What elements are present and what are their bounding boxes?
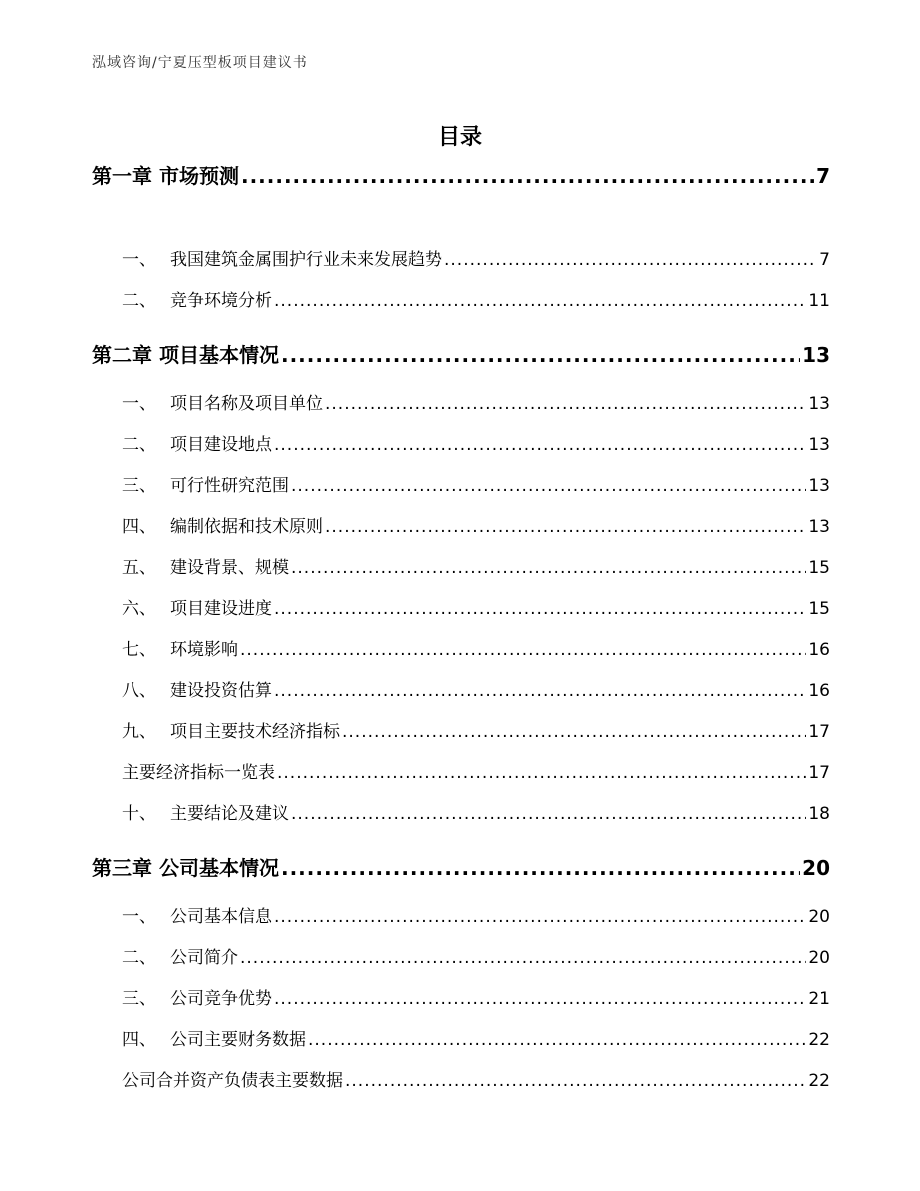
dot-leader: [240, 948, 806, 968]
dot-leader: [274, 989, 806, 1009]
toc-entry-number: 二、: [122, 291, 156, 311]
toc-entry-line: [92, 635, 830, 660]
dot-leader: [274, 599, 806, 619]
toc-entry-label: 主要经济指标一览表: [122, 763, 275, 783]
toc-entry-number: 二、: [122, 435, 156, 455]
toc-entry-number: 九、: [122, 722, 156, 742]
toc-entry-line: [92, 984, 830, 1009]
toc-entry-line: [92, 902, 830, 927]
toc-entry-label: 公司竞争优势: [170, 989, 272, 1009]
dot-leader: [291, 558, 806, 578]
dot-leader: [444, 250, 817, 270]
toc-entry-line: [92, 594, 830, 619]
toc-entry-line: [92, 1025, 830, 1050]
toc-entry-page: 22: [808, 1030, 830, 1050]
toc-entry[interactable]: [92, 504, 830, 545]
toc-entry[interactable]: [92, 1058, 830, 1099]
toc-entry-line: [92, 430, 830, 455]
toc-entry-label: 项目名称及项目单位: [170, 394, 323, 414]
toc-entry-line: [92, 286, 830, 311]
toc-entry[interactable]: [92, 586, 830, 627]
toc-entry-line: [92, 245, 830, 270]
toc-entry-label: 竞争环境分析: [170, 291, 272, 311]
toc-entry-line: [92, 676, 830, 701]
toc-entry[interactable]: [92, 627, 830, 668]
toc-entry-number: 五、: [122, 558, 156, 578]
toc-entry[interactable]: [92, 894, 830, 935]
toc-entry-number: 十、: [122, 804, 156, 824]
toc-entry-label: 项目主要技术经济指标: [170, 722, 340, 742]
toc-entry-page: 7: [816, 164, 830, 188]
toc-chapter-entry[interactable]: [92, 319, 830, 381]
toc-entry[interactable]: [92, 709, 830, 750]
toc-entry-label: 公司简介: [170, 948, 238, 968]
toc-entry-number: 四、: [122, 517, 156, 537]
toc-title: 目录: [437, 125, 482, 150]
dot-leader: [291, 476, 806, 496]
toc-entry-label: 建设背景、规模: [170, 558, 289, 578]
toc-entry-label: 编制依据和技术原则: [170, 517, 323, 537]
toc-entry-number: 四、: [122, 1030, 156, 1050]
toc-entry[interactable]: [92, 976, 830, 1017]
toc-entry-line: [92, 799, 830, 824]
toc-entry-line: [92, 852, 830, 881]
toc-entry-page: 17: [808, 763, 830, 783]
toc-entry-label: 公司主要财务数据: [170, 1030, 306, 1050]
toc-entry-number: 三、: [122, 989, 156, 1009]
toc-entry-number: 一、: [122, 394, 156, 414]
dot-leader: [281, 343, 800, 367]
toc-entry-number: 一、: [122, 907, 156, 927]
toc-entry-page: 11: [808, 291, 830, 311]
dot-leader: [241, 164, 814, 188]
toc-entry-page: 16: [808, 640, 830, 660]
toc-entry-page: 16: [808, 681, 830, 701]
toc-entry-page: 13: [802, 343, 830, 367]
toc-entry-line: [92, 758, 830, 783]
running-header: 泓域咨询/宁夏压型板项目建议书: [92, 55, 308, 71]
toc-entry-line: [92, 553, 830, 578]
toc-entry-page: 13: [808, 476, 830, 496]
toc-entry-label: 公司合并资产负债表主要数据: [122, 1071, 343, 1091]
toc-entry-line: [92, 943, 830, 968]
toc-entry-label: 第一章 市场预测: [92, 164, 239, 188]
toc-entry-line: [92, 339, 830, 368]
toc-entry-label: 主要结论及建议: [170, 804, 289, 824]
toc-entry-page: 13: [808, 517, 830, 537]
toc-entry-label: 环境影响: [170, 640, 238, 660]
dot-leader: [240, 640, 806, 660]
toc-entry-line: [92, 160, 830, 189]
toc-entry[interactable]: [92, 381, 830, 422]
dot-leader: [277, 763, 806, 783]
toc-entry-page: 13: [808, 435, 830, 455]
toc-entry-page: 7: [819, 250, 830, 270]
toc-entry-page: 15: [808, 558, 830, 578]
toc-entry[interactable]: [92, 278, 830, 319]
toc-entry-page: 18: [808, 804, 830, 824]
dot-leader: [274, 907, 806, 927]
toc-entry-line: [92, 389, 830, 414]
toc-entry-label: 我国建筑金属围护行业未来发展趋势: [170, 250, 442, 270]
toc-entry-number: 二、: [122, 948, 156, 968]
toc-entry[interactable]: [92, 791, 830, 832]
toc-entry[interactable]: [92, 935, 830, 976]
dot-leader: [345, 1071, 806, 1091]
toc-entry-page: 22: [808, 1071, 830, 1091]
toc-entry-page: 20: [808, 907, 830, 927]
toc-entry-number: 三、: [122, 476, 156, 496]
toc-entry-page: 21: [808, 989, 830, 1009]
toc-entry-line: [92, 471, 830, 496]
table-of-contents: [92, 140, 830, 1099]
toc-entry-page: 20: [808, 948, 830, 968]
toc-entry-line: [92, 717, 830, 742]
toc-entry[interactable]: [92, 422, 830, 463]
toc-entry-page: 20: [802, 856, 830, 880]
toc-entry[interactable]: [92, 463, 830, 504]
toc-entry-label: 公司基本信息: [170, 907, 272, 927]
toc-entry-page: 15: [808, 599, 830, 619]
toc-entry[interactable]: [92, 1017, 830, 1058]
toc-entry[interactable]: [92, 237, 830, 278]
toc-entry[interactable]: [92, 545, 830, 586]
toc-entry-label: 项目建设进度: [170, 599, 272, 619]
dot-leader: [308, 1030, 806, 1050]
toc-entry-label: 建设投资估算: [170, 681, 272, 701]
dot-leader: [342, 722, 806, 742]
toc-entry-label: 第二章 项目基本情况: [92, 343, 279, 367]
dot-leader: [291, 804, 806, 824]
toc-entry-label: 项目建设地点: [170, 435, 272, 455]
dot-leader: [325, 394, 806, 414]
toc-chapter-entry[interactable]: [92, 832, 830, 894]
toc-entry[interactable]: [92, 750, 830, 791]
dot-leader: [325, 517, 806, 537]
toc-chapter-entry[interactable]: [92, 140, 830, 202]
toc-entry-page: 17: [808, 722, 830, 742]
dot-leader: [281, 856, 800, 880]
toc-entry-label: 第三章 公司基本情况: [92, 856, 279, 880]
toc-entry-line: [92, 512, 830, 537]
toc-entry-number: 一、: [122, 250, 156, 270]
toc-entry-number: 六、: [122, 599, 156, 619]
dot-leader: [274, 681, 806, 701]
toc-entry[interactable]: [92, 668, 830, 709]
toc-entry-number: 七、: [122, 640, 156, 660]
toc-entry-label: 可行性研究范围: [170, 476, 289, 496]
toc-entry-number: 八、: [122, 681, 156, 701]
dot-leader: [274, 435, 806, 455]
toc-entry-page: 13: [808, 394, 830, 414]
toc-entry-line: [92, 1066, 830, 1091]
dot-leader: [274, 291, 806, 311]
